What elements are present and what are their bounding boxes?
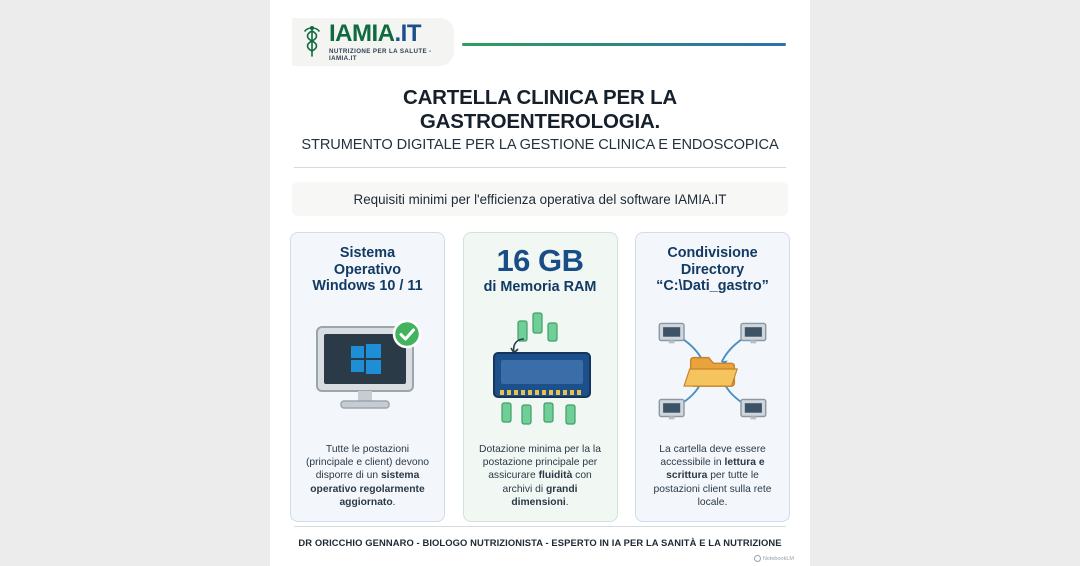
card-2-description: Dotazione minima per la la postazione principale per assicurare fluidità con archivi di grandi dimensioni. <box>479 444 601 508</box>
card-1-art <box>301 295 434 443</box>
card-3-art <box>646 295 779 443</box>
footer-divider <box>294 526 786 527</box>
header-gradient-rule <box>462 43 786 46</box>
card-condivisione-directory <box>635 232 790 522</box>
monitor-windows-check-icon <box>303 313 433 425</box>
title-divider <box>294 167 786 168</box>
poster-header <box>270 0 810 76</box>
card-2-art <box>474 296 607 443</box>
card-1-description: Tutte le postazioni (principale e client) devono disporre di un sistema operativo regolarmente aggiornato. <box>305 444 430 508</box>
logo-text <box>329 22 454 61</box>
caduceus-icon <box>298 25 326 59</box>
logo-title: IAMIA.IT <box>329 20 421 48</box>
page-subtitle: STRUMENTO DIGITALE PER LA GESTIONE CLINICA E ENDOSCOPICA <box>301 137 779 153</box>
logo-tagline: NUTRIZIONE PER LA SALUTE - IAMIA.IT <box>329 48 432 62</box>
card-3-heading: Condivisione Directory “C:\Dati_gastro” <box>656 245 769 295</box>
poster-footer <box>270 526 810 548</box>
requirements-banner <box>292 182 788 216</box>
card-sistema-operativo <box>290 232 445 522</box>
ram-module-icon <box>474 309 606 429</box>
page-title: CARTELLA CLINICA PER LA GASTROENTEROLOGIA. <box>402 86 678 133</box>
requirements-banner-text: Requisiti minimi per l'efficienza operativa del software IAMIA.IT <box>353 191 727 207</box>
infographic-poster <box>270 0 810 566</box>
card-3-description: La cartella deve essere accessibile in lettura e scrittura per tutte le postazioni client sulla rete locale. <box>653 444 772 508</box>
card-2-heading: 16 GB di Memoria RAM <box>483 243 597 295</box>
notebooklm-watermark <box>754 555 794 562</box>
shared-folder-network-icon <box>646 309 779 429</box>
notebooklm-label: NotebookLM <box>762 555 794 562</box>
requirement-cards <box>290 232 790 522</box>
logo-block <box>292 18 454 66</box>
title-zone <box>294 86 786 168</box>
card-1-heading: Sistema Operativo Windows 10 / 11 <box>312 245 423 295</box>
card-memoria-ram <box>463 232 618 522</box>
notebooklm-icon <box>754 555 761 562</box>
footer-credit: DR ORICCHIO GENNARO - BIOLOGO NUTRIZIONISTA - ESPERTO IN IA PER LA SANITÀ E LA NUTRIZIONE <box>298 537 782 548</box>
